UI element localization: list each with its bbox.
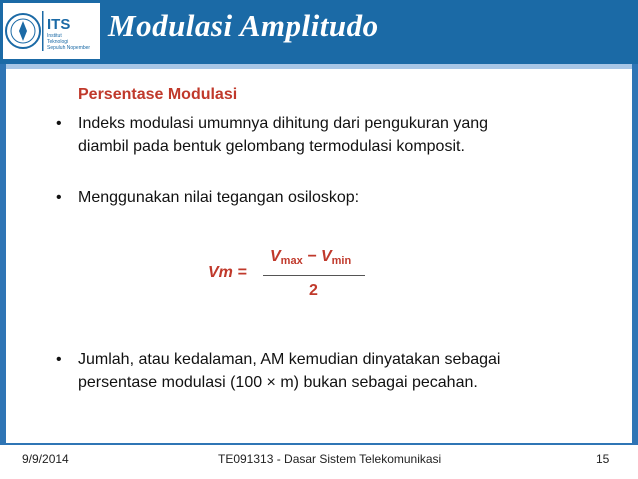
header-divider — [0, 64, 638, 69]
formula-v-min: V — [320, 248, 332, 265]
bullet-line: diambil pada bentuk gelombang termodulasi komposit. — [78, 138, 465, 155]
footer-course: TE091313 - Dasar Sistem Telekomunikasi — [218, 452, 442, 466]
formula-numerator — [270, 248, 351, 267]
its-emblem-icon — [3, 3, 100, 59]
bullet-line: Indeks modulasi umumnya dihitung dari pengukuran yang — [78, 115, 489, 132]
formula-denominator: 2 — [309, 282, 318, 299]
formula-minus: − — [307, 248, 317, 265]
slide-title: Modulasi Amplitudo — [108, 8, 379, 43]
logo-line-3: Sepuluh Nopember — [47, 45, 91, 51]
its-logo — [3, 3, 100, 59]
bullet-line: Jumlah, atau kedalaman, AM kemudian dinyatakan sebagai — [78, 351, 501, 368]
formula-v-max: V — [270, 248, 281, 265]
logo-line-1: Institut — [47, 33, 62, 39]
formula-lhs: Vm = — [208, 264, 247, 281]
formula-sub-max: max — [280, 255, 303, 267]
bullet-line: Menggunakan nilai tegangan osiloskop: — [78, 189, 360, 206]
bullet-text — [78, 186, 598, 209]
fraction-bar — [263, 275, 365, 276]
section-subtitle: Persentase Modulasi — [78, 86, 238, 103]
footer-divider — [0, 443, 638, 445]
logo-its-text: ITS — [47, 16, 71, 33]
bullet-item — [56, 112, 616, 162]
bullet-item — [56, 186, 616, 212]
formula-sub-min: min — [331, 255, 352, 267]
footer-date: 9/9/2014 — [22, 452, 69, 466]
bullet-line: persentase modulasi (100 × m) bukan sebagai pecahan. — [78, 374, 478, 391]
bullet-marker: • — [56, 351, 62, 368]
bullet-text — [78, 348, 598, 394]
modulation-formula — [208, 248, 368, 302]
right-border — [632, 64, 638, 444]
bullet-text — [78, 112, 598, 158]
page-number: 15 — [596, 452, 610, 466]
left-border — [0, 64, 6, 444]
slide-header — [0, 0, 638, 64]
bullet-marker: • — [56, 189, 62, 206]
bullet-item — [56, 348, 616, 398]
bullet-marker: • — [56, 115, 62, 132]
logo-line-2: Teknologi — [47, 39, 69, 45]
